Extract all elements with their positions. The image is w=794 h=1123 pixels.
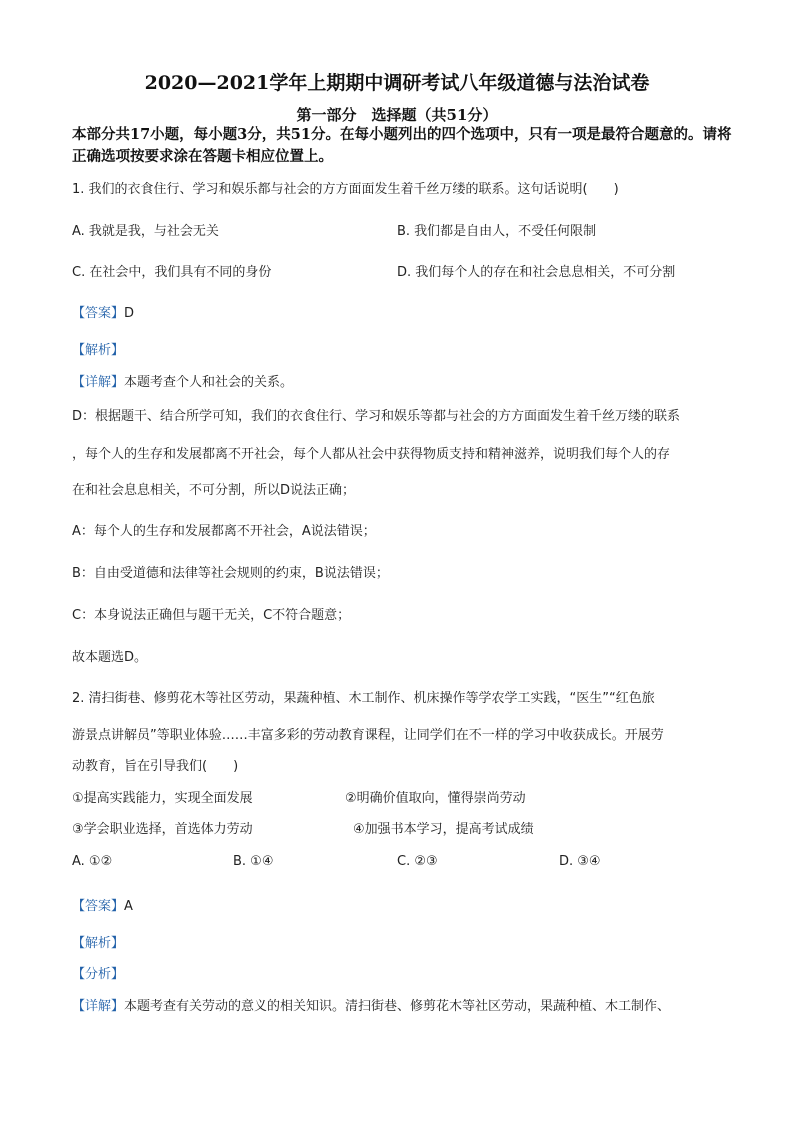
- q2-detail-tag: 【详解】: [72, 999, 125, 1014]
- q1-explanation-line: ，每个人的生存和发展都离不开社会，每个人都从社会中获得物质支持和精神滋养，说明我们每个人的存: [72, 447, 671, 462]
- q1-explanation-line: C：本身说法正确但与题干无关，C不符合题意；: [72, 608, 351, 623]
- q2-option-a: A. ①②: [72, 854, 113, 869]
- q1-detail-text: 本题考查个人和社会的关系。: [124, 375, 294, 390]
- q2-item-3: ③学会职业选择，首选体力劳动: [72, 822, 253, 837]
- q2-item-2: ②明确价值取向，懂得崇尚劳动: [345, 791, 526, 806]
- q1-explanation-line: A：每个人的生存和发展都离不开社会，A说法错误；: [72, 524, 376, 539]
- q1-answer-value: D: [124, 306, 135, 321]
- q1-option-d: D. 我们每个人的存在和社会息息相关，不可分割: [397, 265, 676, 280]
- q1-detail-tag: 【详解】: [72, 375, 125, 390]
- q2-option-b: B. ①④: [233, 854, 274, 869]
- q1-answer-line: [72, 302, 134, 321]
- q1-option-a: A. 我就是我，与社会无关: [72, 224, 219, 239]
- q1-analysis-tag: 【解析】: [72, 343, 125, 358]
- q1-explanation-line: 故本题选D。: [72, 650, 148, 665]
- q1-option-c: C. 在社会中，我们具有不同的身份: [72, 265, 272, 280]
- q2-stem-line: 2. 清扫街巷、修剪花木等社区劳动，果蔬种植、木工制作、机床操作等学农学工实践，“医生”“红色旅: [72, 691, 655, 706]
- q2-stem-line: 游景点讲解员”等职业体验……丰富多彩的劳动教育课程，让同学们在不一样的学习中收获成长。开展劳: [72, 728, 664, 743]
- q1-answer-tag: 【答案】: [72, 306, 125, 321]
- q2-answer-tag: 【答案】: [72, 899, 125, 914]
- q1-detail-line: [72, 371, 293, 390]
- q1-option-b: B. 我们都是自由人，不受任何限制: [397, 224, 597, 239]
- q2-option-d: D. ③④: [559, 854, 601, 869]
- q2-stem-line: 动教育，旨在引导我们( ): [72, 759, 239, 774]
- q1-explanation-line: D：根据题干、结合所学可知，我们的衣食住行、学习和娱乐等都与社会的方方面面发生着千丝万缕的联系: [72, 409, 681, 424]
- q2-item-1: ①提高实践能力，实现全面发展: [72, 791, 253, 806]
- q2-option-c: C. ②③: [397, 854, 438, 869]
- q1-explanation-line: B：自由受道德和法律等社会规则的约束，B说法错误；: [72, 566, 389, 581]
- q1-stem: 1. 我们的衣食住行、学习和娱乐都与社会的方方面面发生着千丝万缕的联系。这句话说明( ): [72, 182, 619, 197]
- q2-detail-text: 本题考查有关劳动的意义的相关知识。清扫街巷、修剪花木等社区劳动，果蔬种植、木工制作、: [124, 999, 671, 1014]
- section-heading: 第一部分 选择题（共51分）: [296, 106, 498, 124]
- q2-answer-value: A: [124, 899, 133, 914]
- q2-detail-line: [72, 995, 670, 1014]
- section-instructions: 本部分共17小题，每小题3分，共51分。在每小题列出的四个选项中，只有一项是最符合题意的。请将正确选项按要求涂在答题卡相应位置上。: [72, 126, 732, 165]
- q2-answer-line: [72, 895, 133, 914]
- q1-explanation-line: 在和社会息息相关，不可分割，所以D说法正确；: [72, 483, 356, 498]
- q2-fenxi-tag: 【分析】: [72, 967, 125, 982]
- q2-analysis-tag: 【解析】: [72, 936, 125, 951]
- q2-item-4: ④加强书本学习，提高考试成绩: [353, 822, 534, 837]
- exam-title: 2020—2021学年上期期中调研考试八年级道德与法治试卷: [144, 72, 650, 94]
